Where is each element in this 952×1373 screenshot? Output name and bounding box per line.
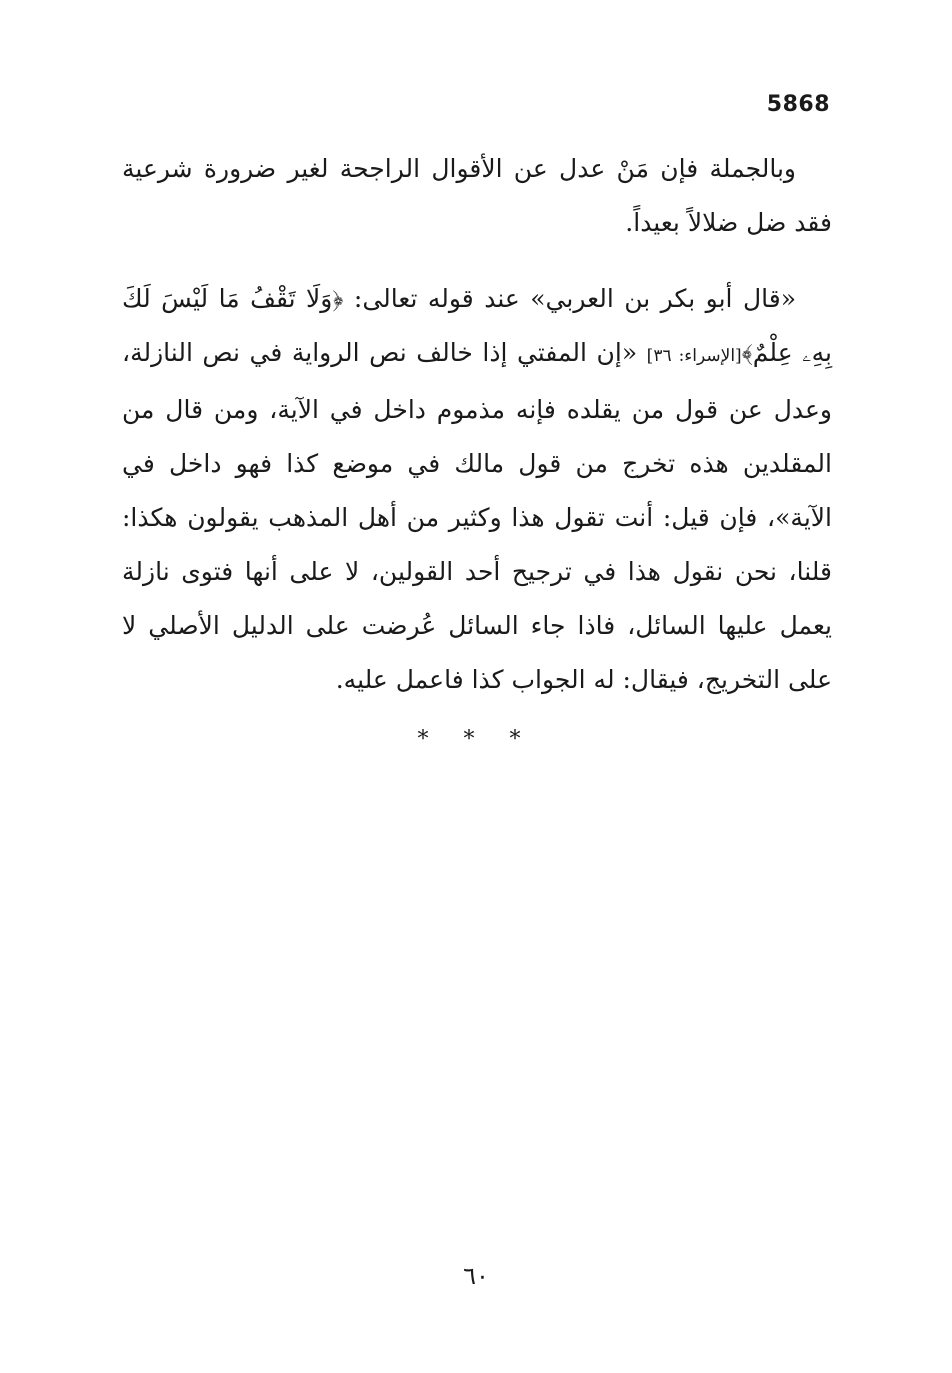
body-text — [122, 142, 832, 729]
page-number: ٦٠ — [463, 1262, 489, 1290]
paragraph-conclusion: وبالجملة فإن مَنْ عدل عن الأقوال الراجحة لغير ضرورة شرعية فقد ضل ضلالاً بعيداً. — [122, 154, 832, 237]
quran-verse-intro: «قال أبو بكر بن العربي» عند قوله تعالى: ﴿وَلَا تَقْفُ مَا لَيْسَ لَكَ بِهِۦ عِلْمٌ﴾ — [122, 284, 833, 367]
quote-body: «إن المفتي إذا خالف نص الرواية في نص النازلة، وعدل عن قول من يقلده فإنه مذموم داخل في الآية، ومن قال من المقلدين هذه تخرج من قول مالك في موضع كذا فهو داخل في الآية»، فإن قيل: أنت تقول هذا وكثير من أهل المذهب يقولون هكذا: قلنا، نحن نقول هذا في ترجيح أحد القولين، لا على أنها فتوى نازلة يعمل عليها السائل، فاذا جاء السائل عُرضت على الدليل الأصلي لا على التخريج، فيقال: له الجواب كذا فاعمل عليه. — [122, 338, 832, 694]
document-id: 5868 — [766, 92, 830, 117]
verse-citation: [الإسراء: ٣٦] — [646, 346, 742, 366]
section-separator: * * * — [417, 727, 535, 752]
paragraph-ibn-al-arabi-quote — [122, 272, 832, 707]
